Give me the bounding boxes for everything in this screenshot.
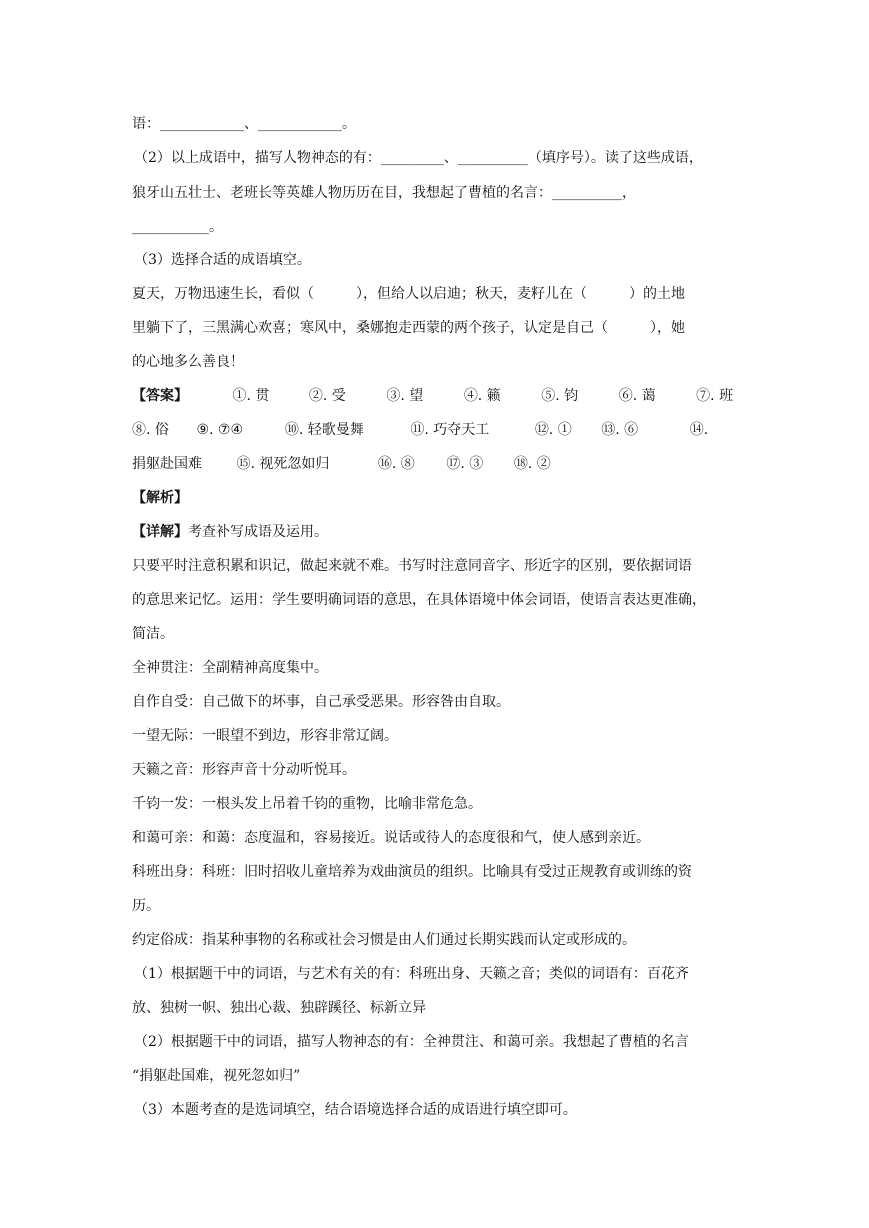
- body-line: （2）根据题干中的词语，描写人物神态的有：全神贯注、和蔼可亲。我想起了曹植的名言: [134, 1034, 689, 1050]
- detail-label: 【详解】: [132, 524, 188, 540]
- body-line: （3）本题考查的是选词填空，结合语境选择合适的成语进行填空即可。: [134, 1102, 577, 1118]
- body-line: 天籁之音：形容声音十分动听悦耳。: [132, 762, 356, 778]
- answer-item: ⑱. ②: [513, 456, 551, 472]
- answer-label: 【答案】: [132, 388, 188, 404]
- answer-item: ⑨. ⑦④: [196, 422, 244, 438]
- answer-item: ①. 贯: [232, 388, 270, 404]
- question-line: 夏天，万物迅速生长，看似（ ），但给人以启迪；秋天，麦籽儿在（ ）的土地: [132, 286, 685, 302]
- question-line: 语：____________、____________。: [132, 116, 356, 132]
- answer-item: ④. 籁: [463, 388, 501, 404]
- body-line: 全神贯注：全副精神高度集中。: [132, 660, 328, 676]
- question-line: ___________。: [132, 219, 223, 235]
- question-line: 里躺下了，三黑满心欢喜；寒风中，桑娜抱走西蒙的两个孩子，认定是自己（ ），她: [132, 320, 685, 336]
- body-line: 历。: [132, 898, 160, 914]
- body-line: 放、独树一帜、独出心裁、独辟蹊径、标新立异: [132, 1000, 426, 1016]
- answer-item: 捐躯赴国难: [132, 456, 202, 472]
- body-line: 科班出身：科班：旧时招收儿童培养为戏曲演员的组织。比喻具有受过正规教育或训练的资: [132, 864, 692, 880]
- body-line: （1）根据题干中的词语，与艺术有关的有：科班出身、天籁之音；类似的词语有：百花齐: [134, 966, 689, 982]
- question-line: （3）选择合适的成语填空。: [134, 252, 311, 268]
- body-line: 简洁。: [132, 626, 174, 642]
- answer-item: ⑮. 视死忽如归: [236, 456, 330, 472]
- question-line: 狼牙山五壮士、老班长等英雄人物历历在目，我想起了曹植的名言：__________，: [132, 185, 636, 201]
- answer-row-3: [132, 454, 742, 474]
- body-line: 自作自受：自己做下的坏事，自己承受恶果。形容咎由自取。: [132, 694, 510, 710]
- body-line: “捐躯赴国难，视死忽如归”: [132, 1068, 301, 1084]
- body-line: 只要平时注意积累和识记，做起来就不难。书写时注意同音字、形近字的区别，要依据词语: [132, 558, 692, 574]
- answer-item: ⑤. 钧: [541, 388, 579, 404]
- answer-item: ⑩. 轻歌曼舞: [284, 422, 364, 438]
- answer-item: ②. 受: [308, 388, 346, 404]
- body-line: 和蔼可亲：和蔼：态度温和，容易接近。说话或待人的态度很和气，使人感到亲近。: [132, 830, 650, 846]
- answer-row-2: [132, 420, 742, 440]
- answer-item: ⑥. 蔼: [618, 388, 656, 404]
- body-line: 约定俗成：指某种事物的名称或社会习惯是由人们通过长期实践而认定或形成的。: [132, 932, 636, 948]
- answer-item: ⑯. ⑧: [377, 456, 415, 472]
- answer-item: ⑫. ①: [534, 422, 572, 438]
- body-line: 一望无际：一眼望不到边，形容非常辽阔。: [132, 728, 398, 744]
- answer-item: ⑦. 班: [696, 388, 734, 404]
- answer-item: ⑬. ⑥: [601, 422, 639, 438]
- question-line: 的心地多么善良！: [132, 354, 244, 370]
- detail-text: 考查补写成语及运用。: [188, 524, 328, 540]
- answer-item: ⑧. 俗: [132, 422, 169, 438]
- answer-item: ⑰. ③: [446, 456, 484, 472]
- body-line: 的意思来记忆。运用：学生要明确词语的意思，在具体语境中体会词语，使语言表达更准确，: [132, 592, 706, 608]
- answer-item: ③. 望: [386, 388, 424, 404]
- analysis-label: 【解析】: [132, 490, 188, 506]
- question-line: （2）以上成语中，描写人物神态的有：_________、__________（填序号）。读了这些成语，: [134, 150, 703, 166]
- detail-line: [132, 522, 742, 542]
- body-line: 千钧一发：一根头发上吊着千钧的重物，比喻非常危急。: [132, 796, 482, 812]
- answer-item: ⑭.: [689, 422, 709, 438]
- answer-row-1: [132, 386, 742, 406]
- answer-item: ⑪. 巧夺天工: [410, 422, 490, 438]
